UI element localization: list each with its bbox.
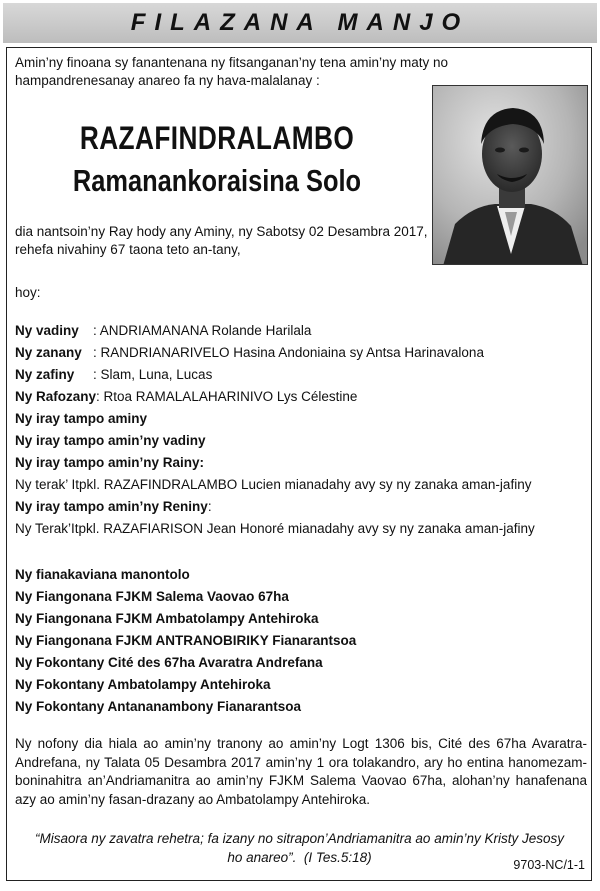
family-list bbox=[15, 320, 585, 540]
reference-code: 9703-NC/1-1 bbox=[513, 858, 585, 872]
family-row-father-siblings bbox=[15, 452, 585, 474]
family-value: Ny terak’ Itpkl. RAZAFINDRALAMBO Lucien mianadahy avy sy ny zanaka aman-jafiny bbox=[15, 477, 532, 492]
family-row-in-laws bbox=[15, 386, 585, 408]
quote-text: “Misaora ny zavatra rehetra; fa izany no sitrapon’Andriamanitra ao amin’ny Kristy Jesosy ho anareo”. bbox=[35, 831, 564, 865]
family-label: Ny iray tampo amin’ny Reniny bbox=[15, 499, 208, 514]
quote-citation: (I Tes.5:18) bbox=[303, 850, 372, 865]
title-banner bbox=[3, 3, 597, 43]
deceased-name-line1: RAZAFINDRALAMBO bbox=[79, 120, 355, 156]
family-value: : Rtoa RAMALALAHARINIVO Lys Célestine bbox=[96, 389, 358, 404]
family-row-spouse bbox=[15, 320, 585, 342]
family-value: : ANDRIAMANANA Rolande Harilala bbox=[93, 323, 312, 338]
family-row-siblings bbox=[15, 408, 585, 430]
banner-title: FILAZANA MANJO bbox=[130, 9, 470, 36]
bible-quote bbox=[27, 829, 572, 867]
family-row-children bbox=[15, 342, 585, 364]
family-row-mother-siblings bbox=[15, 496, 585, 518]
organization-item: Ny Fiangonana FJKM ANTRANOBIRIKY Fianarantsoa bbox=[15, 633, 357, 648]
hoy-label: hoy: bbox=[15, 285, 41, 300]
deceased-portrait-photo bbox=[432, 85, 588, 265]
obituary-page bbox=[3, 3, 597, 885]
funeral-info-text: Ny nofony dia hiala ao amin’ny tranony ao amin’ny Logt 1306 bis, Cité des 67ha Avaratra-Andrefana, ny Talata 05 Desambra 2017 amin’ny 1 ora tolakandro, ary ho entina hanomezam-boninahitra an’Andriamanitra ao amin’ny FJKM Salema Vaovao 67ha, alohan’ny hanafenana azy ao amin’ny fasan-drazany ao Ambatolampy Antehiroka. bbox=[15, 736, 587, 807]
family-value: : RANDRIANARIVELO Hasina Andoniaina sy Antsa Harinavalona bbox=[93, 345, 484, 360]
deceased-name-line2: Ramanankoraisina Solo bbox=[72, 163, 362, 198]
death-notice-text: dia nantsoin’ny Ray hody any Aminy, ny Sabotsy 02 Desambra 2017, rehefa nivahiny 67 taona teto an-tany, bbox=[15, 224, 428, 257]
family-label: Ny zafiny bbox=[15, 367, 75, 382]
organizations-list bbox=[15, 564, 585, 718]
family-value: : bbox=[207, 499, 212, 514]
intro-text: Amin’ny finoana sy fanantenana ny fitsanganan’ny tena amin’ny maty no hampandrenesanay anareo fa ny hava-malalanay : bbox=[15, 55, 449, 88]
family-label: Ny iray tampo amin’ny Rainy: bbox=[15, 455, 205, 470]
family-value: Ny Terak’Itpkl. RAZAFIARISON Jean Honoré mianadahy avy sy ny zanaka aman-jafiny bbox=[15, 521, 535, 536]
family-row-mother-siblings-detail bbox=[15, 518, 585, 540]
family-label: Ny iray tampo aminy bbox=[15, 411, 148, 426]
family-label: Ny iray tampo amin’ny vadiny bbox=[15, 433, 206, 448]
family-row-grandchildren bbox=[15, 364, 585, 386]
family-label: Ny zanany bbox=[15, 345, 82, 360]
organization-item: Ny fianakaviana manontolo bbox=[15, 567, 190, 582]
family-value: : Slam, Luna, Lucas bbox=[93, 367, 213, 382]
family-row-spouse-siblings bbox=[15, 430, 585, 452]
organization-item: Ny Fokontany Antananambony Fianarantsoa bbox=[15, 699, 302, 714]
family-label: Ny Rafozany bbox=[15, 389, 97, 404]
organization-item: Ny Fiangonana FJKM Salema Vaovao 67ha bbox=[15, 589, 289, 604]
notice-frame bbox=[6, 47, 592, 881]
portrait-image bbox=[433, 86, 588, 265]
organization-item: Ny Fokontany Ambatolampy Antehiroka bbox=[15, 677, 271, 692]
organization-item: Ny Fiangonana FJKM Ambatolampy Antehiroka bbox=[15, 611, 319, 626]
family-label: Ny vadiny bbox=[15, 323, 79, 338]
family-row-father-siblings-detail bbox=[15, 474, 585, 496]
organization-item: Ny Fokontany Cité des 67ha Avaratra Andrefana bbox=[15, 655, 323, 670]
